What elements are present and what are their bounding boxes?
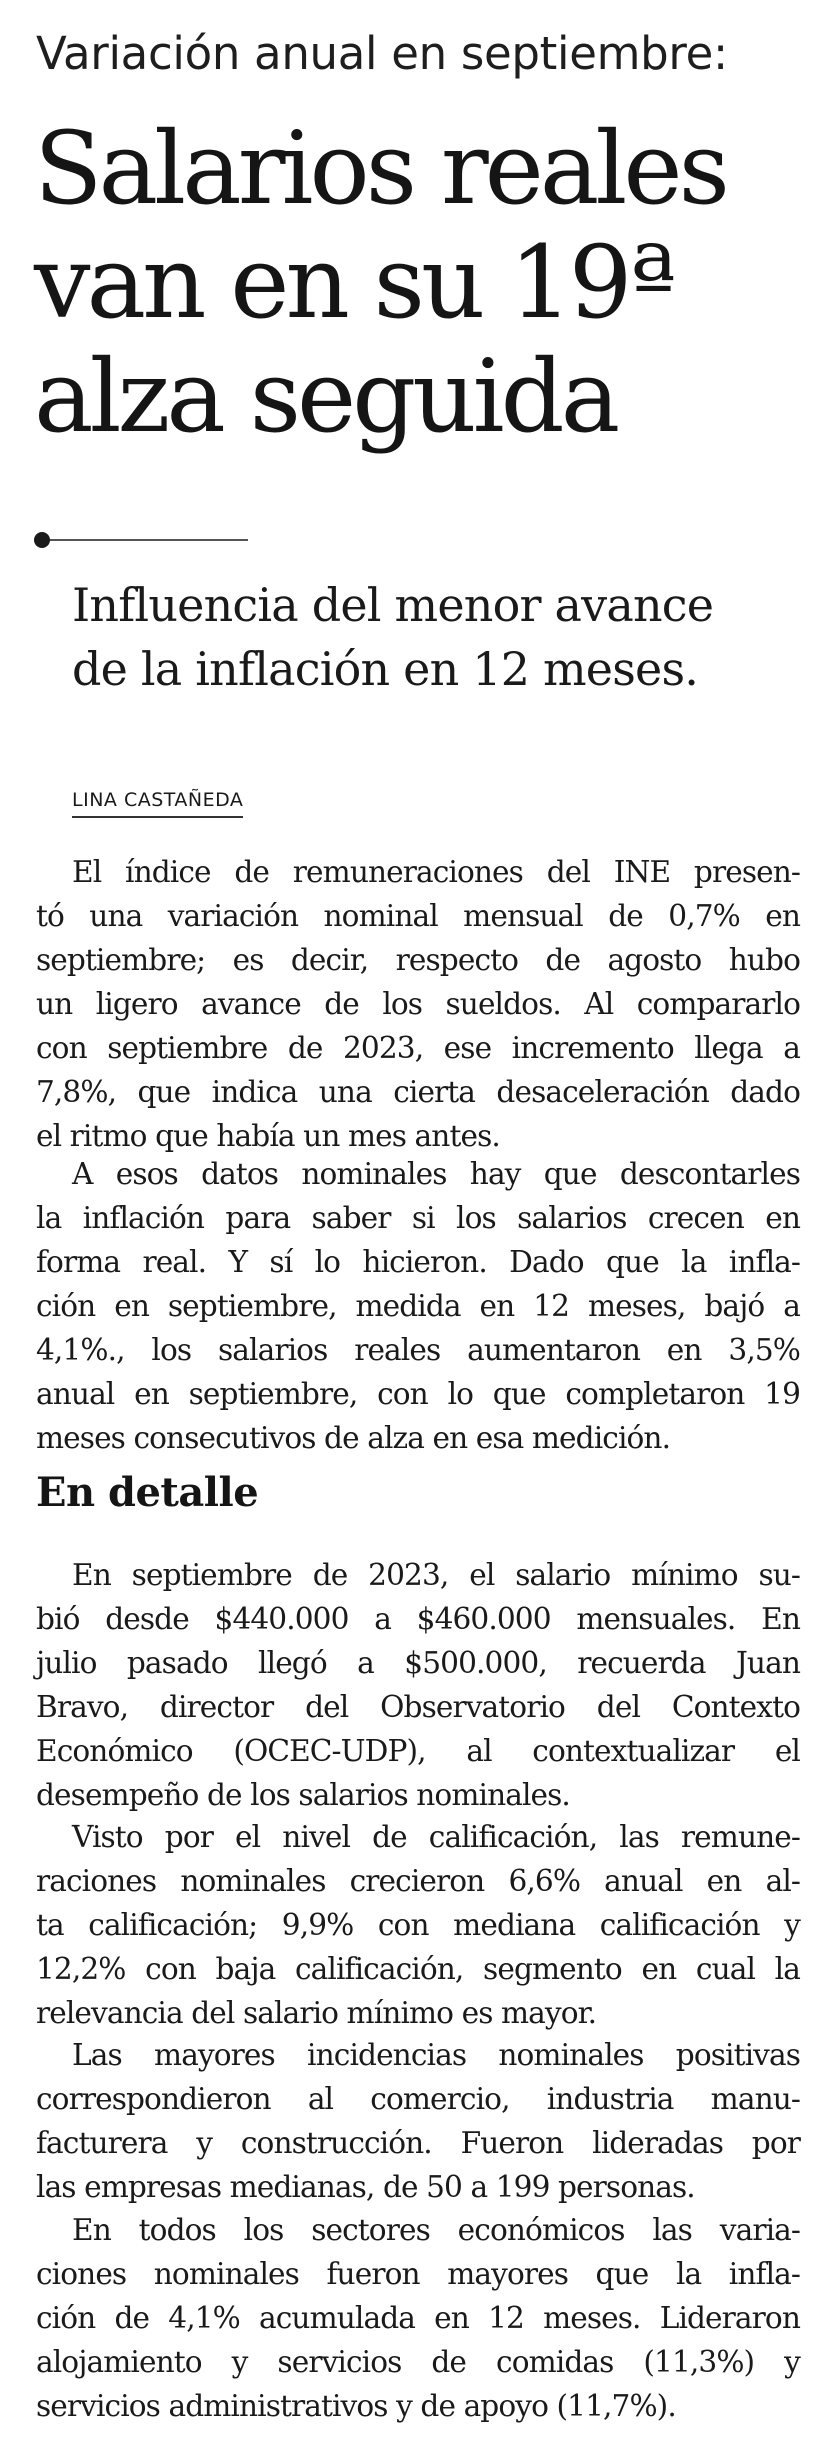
paragraph-line: El índice de remuneraciones del INE presen- — [72, 855, 800, 889]
detail-paragraph — [36, 2033, 800, 2209]
paragraph-line: servicios administrativos y de apoyo (11,7%). — [36, 2389, 676, 2423]
paragraph-line: Las mayores incidencias nominales positivas — [72, 2038, 800, 2072]
headline-line: alza seguida — [34, 338, 617, 455]
paragraph-line: En todos los sectores económicos las varia- — [72, 2213, 800, 2247]
paragraph-line: raciones nominales crecieron 6,6% anual en al- — [36, 1864, 800, 1898]
subhead-line: Influencia del menor avance — [72, 578, 714, 632]
paragraph-line: facturera y construcción. Fueron lideradas por — [36, 2126, 800, 2160]
paragraph-line: la inflación para saber si los salarios crecen en — [36, 1201, 800, 1235]
paragraph-line: Económico (OCEC-UDP), al contextualizar el — [36, 1734, 800, 1768]
paragraph-line: 4,1%., los salarios reales aumentaron en 3,5% — [36, 1333, 800, 1367]
headline-divider — [34, 539, 248, 541]
paragraph-line: forma real. Y sí lo hicieron. Dado que la infla- — [36, 1245, 800, 1279]
paragraph-line: con septiembre de 2023, ese incremento llega a — [36, 1031, 800, 1065]
section-heading: En detalle — [36, 1469, 259, 1516]
paragraph-line: desempeño de los salarios nominales. — [36, 1778, 570, 1812]
paragraph-line: tó una variación nominal mensual de 0,7% en — [36, 899, 800, 933]
detail-paragraph — [36, 2208, 800, 2428]
article-headline — [34, 112, 794, 454]
divider-bullet-dot — [34, 532, 50, 548]
paragraph-line: En septiembre de 2023, el salario mínimo su- — [72, 1558, 800, 1592]
paragraph-line: septiembre; es decir, respecto de agosto hubo — [36, 943, 800, 977]
paragraph-line: meses consecutivos de alza en esa medición. — [36, 1421, 671, 1455]
paragraph-line: ta calificación; 9,9% con mediana calificación y — [36, 1908, 800, 1942]
paragraph-line: Visto por el nivel de calificación, las remune- — [72, 1820, 800, 1854]
paragraph-line: 12,2% con baja calificación, segmento en cual la — [36, 1952, 800, 1986]
paragraph-line: 7,8%, que indica una cierta desaceleración dado — [36, 1075, 800, 1109]
detail-paragraph — [36, 1815, 800, 2035]
body-paragraph — [36, 1152, 800, 1460]
body-paragraph — [36, 850, 800, 1158]
paragraph-line: julio pasado llegó a $500.000, recuerda Juan — [36, 1646, 800, 1680]
paragraph-line: Bravo, director del Observatorio del Contexto — [36, 1690, 800, 1724]
paragraph-line: alojamiento y servicios de comidas (11,3%) y — [36, 2345, 800, 2379]
paragraph-line: un ligero avance de los sueldos. Al compararlo — [36, 987, 800, 1021]
author-byline: LINA CASTAÑEDA — [72, 787, 243, 818]
paragraph-line: las empresas medianas, de 50 a 199 personas. — [36, 2170, 695, 2204]
detail-paragraph — [36, 1553, 800, 1817]
paragraph-line: ción de 4,1% acumulada en 12 meses. Lideraron — [36, 2301, 800, 2335]
article-kicker: Variación anual en septiembre: — [36, 27, 728, 80]
paragraph-line: bió desde $440.000 a $460.000 mensuales. En — [36, 1602, 800, 1636]
headline-line: Salarios reales — [34, 110, 726, 227]
paragraph-line: relevancia del salario mínimo es mayor. — [36, 1996, 597, 2030]
paragraph-line: ción en septiembre, medida en 12 meses, bajó a — [36, 1289, 800, 1323]
headline-line: van en su 19ª — [34, 224, 672, 341]
article-subhead — [72, 573, 802, 701]
paragraph-line: correspondieron al comercio, industria manu- — [36, 2082, 800, 2116]
paragraph-line: ciones nominales fueron mayores que la infla- — [36, 2257, 800, 2291]
paragraph-line: anual en septiembre, con lo que completaron 19 — [36, 1377, 800, 1411]
paragraph-line: el ritmo que había un mes antes. — [36, 1119, 500, 1153]
paragraph-line: A esos datos nominales hay que descontarles — [72, 1157, 800, 1191]
subhead-line: de la inflación en 12 meses. — [72, 642, 699, 696]
